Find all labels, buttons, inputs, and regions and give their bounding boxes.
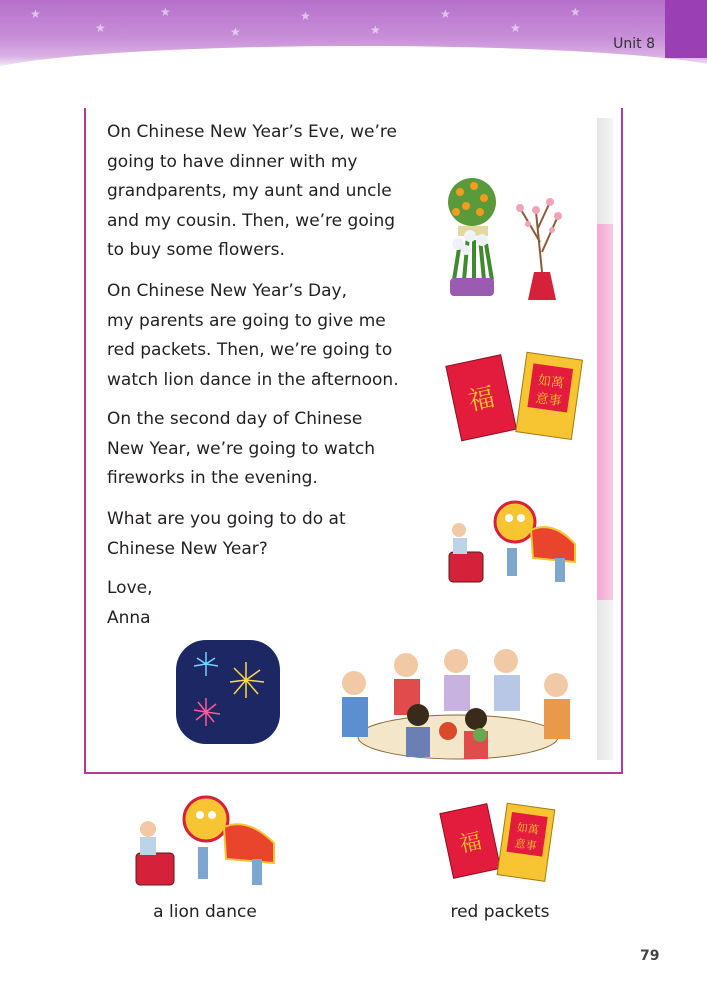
paragraph-question: What are you going to do at Chinese New Year? [107, 509, 346, 559]
star-icon: ★ [370, 23, 381, 37]
drum-icon [449, 523, 483, 582]
red-packets-picture [440, 800, 555, 890]
family-member-icon [444, 649, 470, 711]
star-icon: ★ [30, 7, 41, 21]
gold-packet-icon [516, 352, 583, 439]
family-member-icon [544, 673, 570, 739]
lion-icon [495, 502, 575, 582]
star-icon: ★ [510, 21, 521, 35]
unit-tab [665, 0, 707, 58]
family-member-icon [342, 671, 368, 737]
svg-text:福: 福 [457, 828, 485, 858]
lion-dance-illustration [445, 500, 590, 592]
star-icon: ★ [440, 7, 451, 21]
gold-packet-icon [497, 803, 555, 881]
star-icon: ★ [300, 9, 311, 23]
svg-text:意事: 意事 [534, 391, 563, 410]
caption-red-packets: red packets [450, 902, 550, 922]
star-icon: ★ [160, 5, 171, 19]
svg-text:福: 福 [465, 382, 498, 418]
narcissus-plant-icon [450, 230, 494, 296]
family-member-icon [406, 704, 430, 757]
page-number: 79 [640, 948, 660, 964]
paragraph-eve: On Chinese New Year’s Eve, we’re going to have dinner with my grandparents, my aunt and uncle and my cousin. Then, we’re going to buy some flowers. [107, 122, 397, 260]
svg-text:意事: 意事 [513, 836, 538, 853]
scroll-thumb[interactable] [597, 224, 613, 600]
kumquat-plant-icon [448, 178, 496, 236]
lion-dance-picture [132, 795, 282, 893]
paragraph-signoff: Love, Anna [107, 578, 153, 628]
red-packet-icon [446, 355, 517, 441]
caption-lion-dance: a lion dance [153, 902, 257, 922]
star-icon: ★ [95, 21, 106, 35]
drum-icon [136, 821, 174, 885]
star-icon: ★ [570, 5, 581, 19]
peach-blossom-icon [516, 198, 562, 300]
star-icon: ★ [230, 25, 241, 39]
family-dinner-illustration [330, 645, 585, 765]
paragraph-second-day: On the second day of Chinese New Year, we’re going to watch fireworks in the evening. [107, 409, 375, 488]
family-member-icon [494, 649, 520, 711]
banner-wave [0, 46, 707, 70]
paragraph-day: On Chinese New Year’s Day, my parents are going to give me red packets. Then, we’re going to watch lion dance in the afternoon. [107, 281, 399, 390]
header-banner [0, 0, 707, 70]
svg-text:如萬: 如萬 [537, 373, 565, 392]
flowers-illustration [440, 172, 570, 304]
svg-text:如萬: 如萬 [516, 820, 540, 837]
red-packets-illustration [445, 352, 585, 452]
lion-icon [184, 797, 274, 885]
fireworks-illustration [176, 640, 280, 744]
unit-label: Unit 8 [613, 36, 655, 52]
red-packet-icon [440, 804, 501, 879]
